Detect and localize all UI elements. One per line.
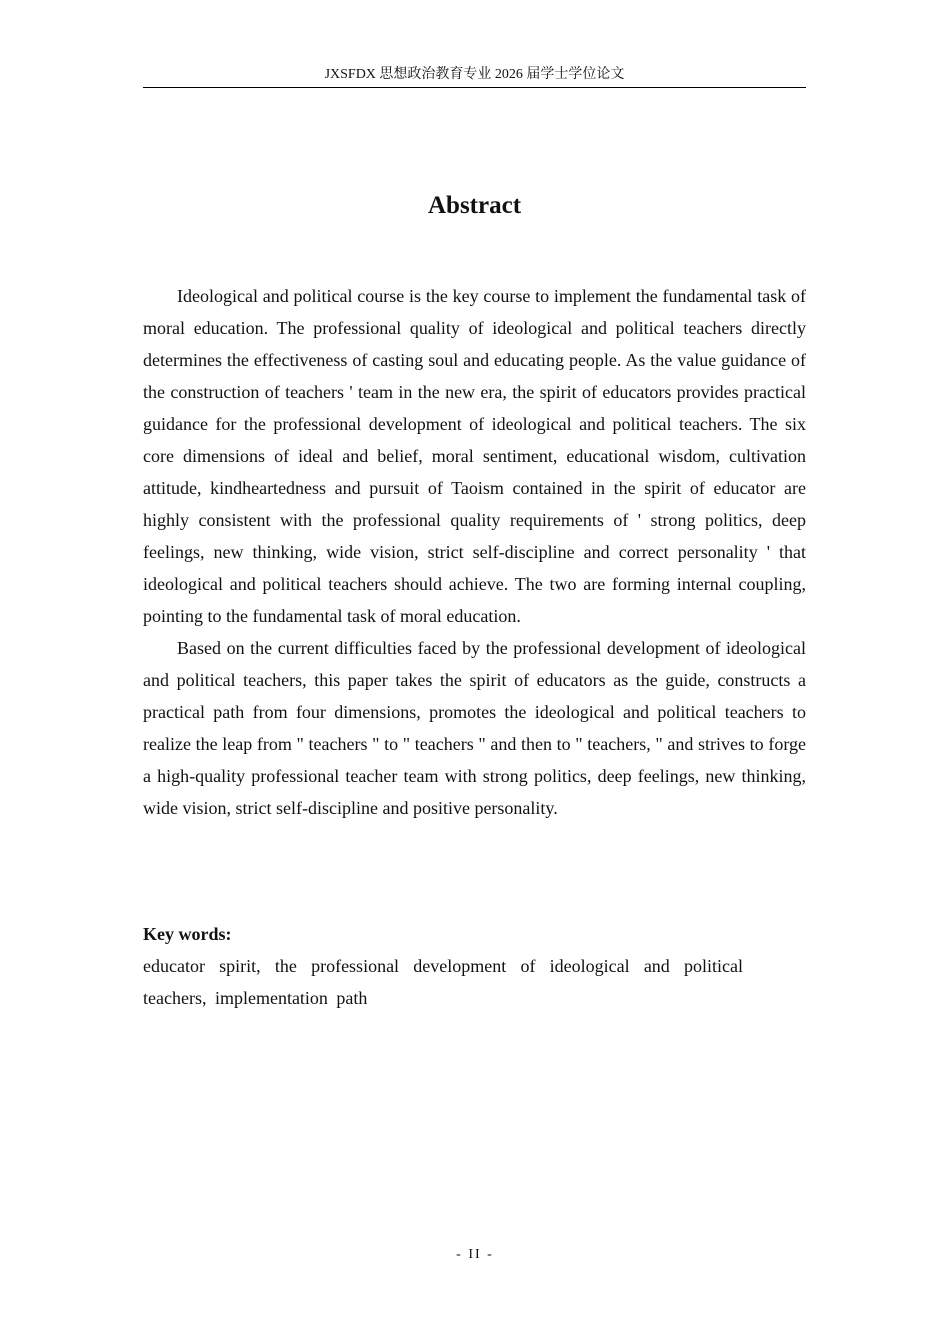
running-header: JXSFDX 思想政治教育专业 2026 届学士学位论文 <box>143 66 806 88</box>
abstract-body <box>143 280 806 824</box>
keywords-text: educator spirit, the professional development of ideological and political teachers, implementation path <box>143 956 743 1008</box>
keywords-label: Key words: <box>143 924 232 944</box>
keywords-section <box>143 918 743 1014</box>
abstract-paragraph-2: Based on the current difficulties faced by the professional development of ideological and political teachers, this paper takes the spirit of educators as the guide, constructs a practical path from four dimensions, promotes the ideological and political teachers to realize the leap from " teachers " to " teachers " and then to " teachers, " and strives to forge a high-quality professional teacher team with strong politics, deep feelings, new thinking, wide vision, strict self-discipline and positive personality. <box>143 638 806 818</box>
abstract-paragraph-1: Ideological and political course is the key course to implement the fundamental task of moral education. The professional quality of ideological and political teachers directly determines the effectiveness of casting soul and educating people. As the value guidance of the construction of teachers ' team in the new era, the spirit of educators provides practical guidance for the professional development of ideological and political teachers. The six core dimensions of ideal and belief, moral sentiment, educational wisdom, cultivation attitude, kindheartedness and pursuit of Taoism contained in the spirit of educator are highly consistent with the professional quality requirements of ' strong politics, deep feelings, new thinking, wide vision, strict self-discipline and correct personality ' that ideological and political teachers should achieve. The two are forming internal coupling, pointing to the fundamental task of moral education. <box>143 286 806 626</box>
abstract-title: Abstract <box>427 192 522 219</box>
page-number: - II - <box>456 1247 494 1262</box>
